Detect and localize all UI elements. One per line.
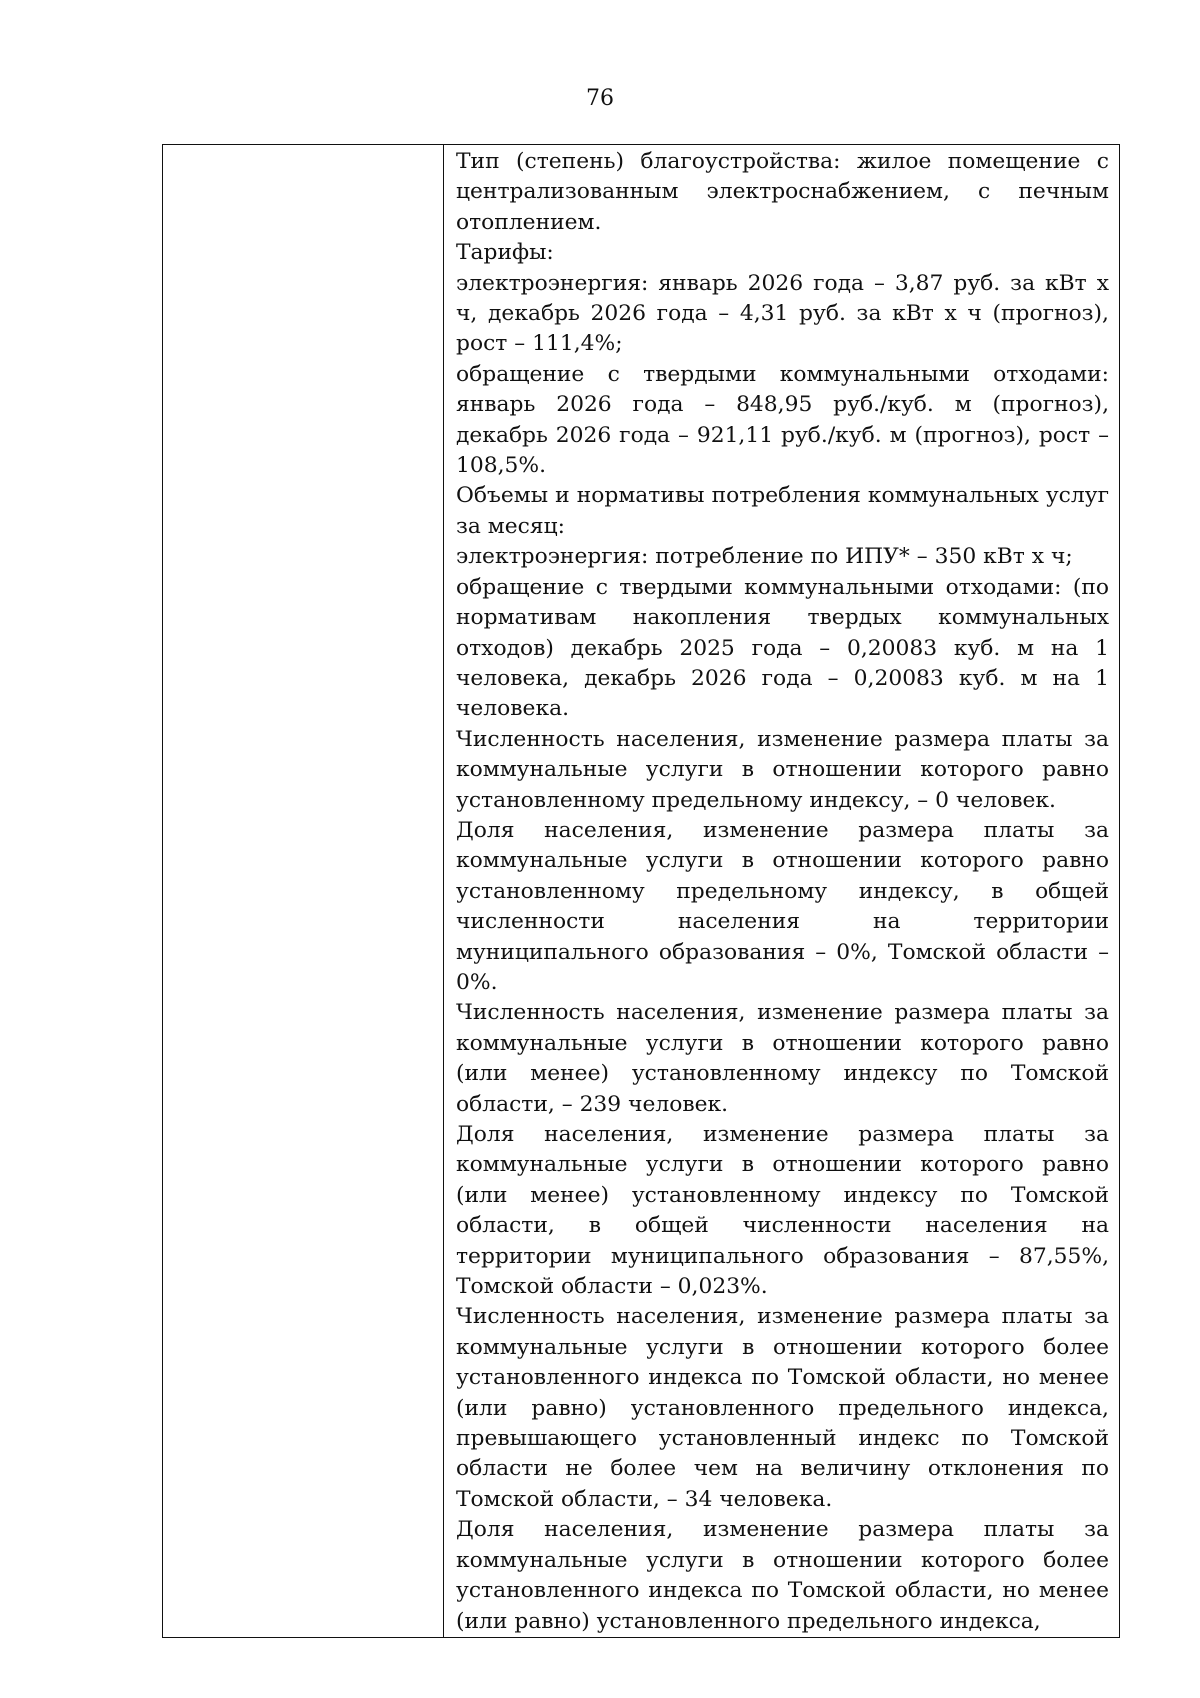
paragraph-population-equal-index: Численность населения, изменение размера платы за коммунальные услуги в отношении которого равно (или менее) установленному индексу по Томской области, – 239 человек. — [456, 1000, 1109, 1117]
paragraph-amenities: Тип (степень) благоустройства: жилое помещение с централизованным электроснабжением, с печным отоплением. — [456, 149, 1109, 235]
table-cell-left — [163, 145, 444, 1638]
paragraph-share-equal-limit: Доля населения, изменение размера платы за коммунальные услуги в отношении которого равно установленному предельному индексу, в общей численности населения на территории муниципального образования – 0%, Томской области – 0%. — [456, 817, 1109, 995]
paragraph-share-above-index: Доля населения, изменение размера платы за коммунальные услуги в отношении которого более установленного индекса по Томской области, но менее (или равно) установленного предельного индекса, — [456, 1517, 1109, 1634]
paragraph-population-above-index: Численность населения, изменение размера платы за коммунальные услуги в отношении которого более установленного индекса по Томской области, но менее (или равно) установленного предельного индекса, превышающего установленный индекс по Томской области не более чем на величину отклонения по Томской области, – 34 человека. — [456, 1304, 1109, 1512]
paragraph-waste-tariff: обращение с твердыми коммунальными отходами: январь 2026 года – 848,95 руб./куб. м (прогноз), декабрь 2026 года – 921,11 руб./куб. м (прогноз), рост – 108,5%. — [456, 361, 1109, 479]
table-cell-right — [444, 145, 1120, 1638]
paragraph-waste-volume: обращение с твердыми коммунальными отходами: (по нормативам накопления твердых коммунальных отходов) декабрь 2025 года – 0,20083 куб. м на 1 человека, декабрь 2026 года – 0,20083 куб. м на 1 человека. — [456, 574, 1109, 722]
paragraph-population-equal-limit: Численность населения, изменение размера платы за коммунальные услуги в отношении которого равно установленному предельному индексу, – 0 человек. — [456, 726, 1109, 813]
page-number: 76 — [586, 86, 614, 111]
document-table — [162, 144, 1120, 1638]
paragraph-tariffs-heading: Тарифы: — [456, 240, 554, 266]
paragraph-share-equal-index: Доля населения, изменение размера платы за коммунальные услуги в отношении которого равно (или менее) установленному индексу по Томской области, в общей численности населения на территории муниципального образования – 87,55%, Томской области – 0,023%. — [456, 1122, 1109, 1300]
cell-text — [444, 145, 1119, 1637]
table-row — [163, 145, 1120, 1638]
paragraph-electricity-tariff: электроэнергия: январь 2026 года – 3,87 руб. за кВт х ч, декабрь 2026 года – 4,31 руб. за кВт х ч (прогноз), рост – 111,4%; — [456, 270, 1109, 357]
paragraph-electricity-volume: электроэнергия: потребление по ИПУ* – 350 кВт х ч; — [456, 544, 1073, 570]
paragraph-volumes-heading: Объемы и нормативы потребления коммунальных услуг за месяц: — [456, 483, 1109, 539]
